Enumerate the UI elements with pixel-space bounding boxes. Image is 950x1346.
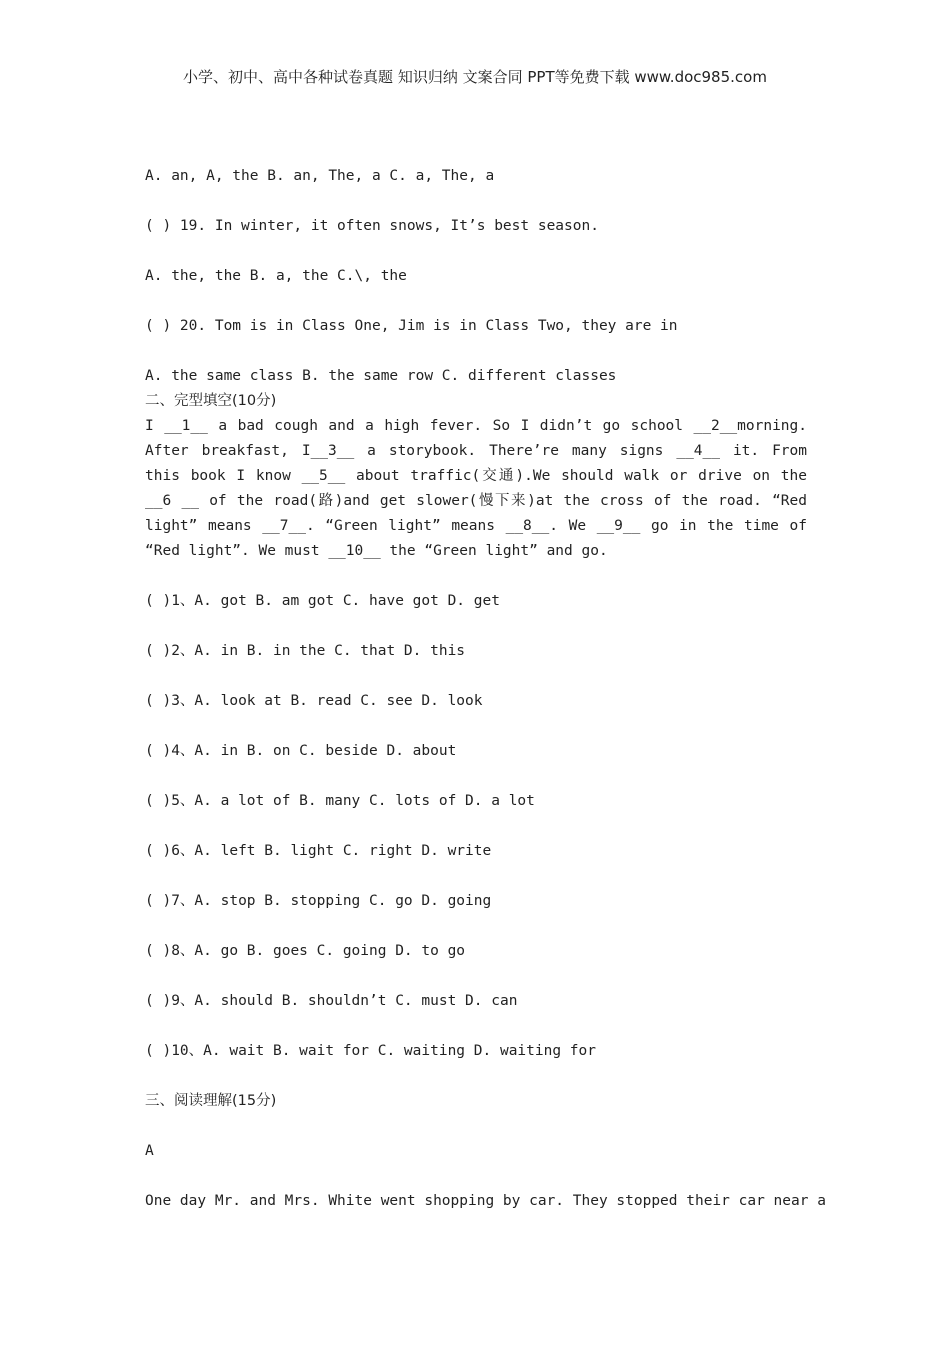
cloze-item-10: ( )10、A. wait B. wait for C. waiting D. waiting for [145, 1043, 596, 1059]
q18-options: A. an, A, the B. an, The, a C. a, The, a [145, 168, 495, 184]
page-header: 小学、初中、高中各种试卷真题 知识归纳 文案合同 PPT等免费下载 www.doc985.com [183, 68, 767, 86]
cloze-item-8: ( )8、A. go B. goes C. going D. to go [145, 943, 466, 959]
q20-question: ( ) 20. Tom is in Class One, Jim is in Class Two, they are in [145, 318, 678, 334]
reading-section-title: 三、阅读理解(15分) [145, 1093, 277, 1109]
q19-options: A. the, the B. a, the C.\, the [145, 268, 407, 284]
cloze-item-9: ( )9、A. should B. shouldn’t C. must D. can [145, 993, 518, 1009]
cloze-item-5: ( )5、A. a lot of B. many C. lots of D. a lot [145, 793, 535, 809]
q19-question: ( ) 19. In winter, it often snows, It’s best season. [145, 218, 599, 234]
cloze-item-1: ( )1、A. got B. am got C. have got D. get [145, 593, 500, 609]
cloze-item-4: ( )4、A. in B. on C. beside D. about [145, 743, 457, 759]
reading-part-label: A [145, 1143, 154, 1159]
cloze-item-3: ( )3、A. look at B. read C. see D. look [145, 693, 483, 709]
cloze-item-2: ( )2、A. in B. in the C. that D. this [145, 643, 466, 659]
cloze-item-7: ( )7、A. stop B. stopping C. go D. going [145, 893, 492, 909]
q20-options: A. the same class B. the same row C. different classes [145, 368, 617, 384]
reading-passage-start: One day Mr. and Mrs. White went shopping by car. They stopped their car near a [145, 1193, 826, 1209]
cloze-passage: I __1__ a bad cough and a high fever. So I didn’t go school __2__morning. After breakfast, I__3__ a storybook. There’re many signs __4__ it. From this book I know __5__ about traffic(交通).We should walk or drive on the __6 __ of the road(路)and get slower(慢下来)at the cross of the road. “Red light” means __7__. “Green light” means __8__. We __9__ go in the time of “Red light”. We must __10__ the “Green light” and go. [145, 418, 807, 559]
cloze-section-title: 二、完型填空(10分) [145, 393, 277, 409]
cloze-item-6: ( )6、A. left B. light C. right D. write [145, 843, 492, 859]
exam-content [145, 164, 826, 1214]
